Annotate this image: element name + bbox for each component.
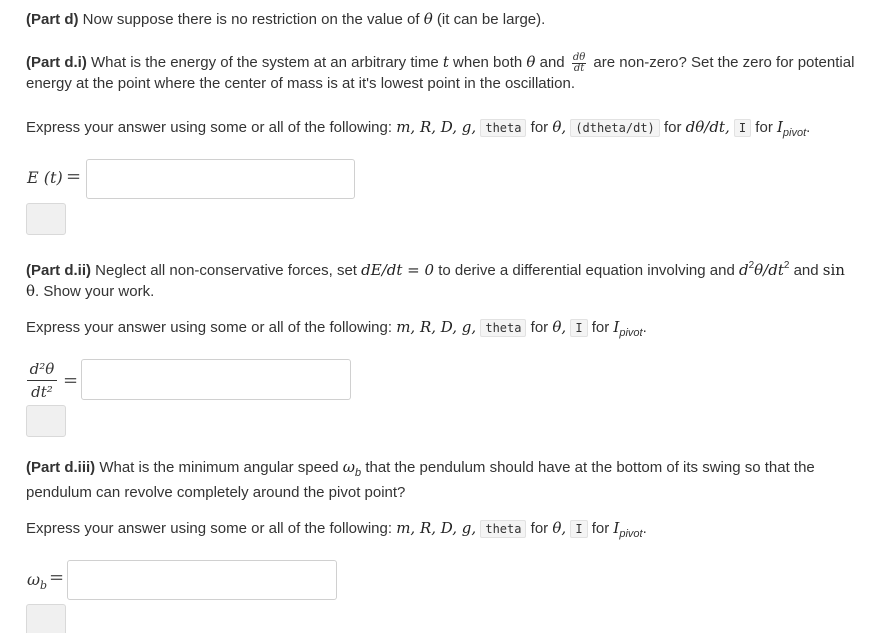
- code-I: I: [570, 520, 587, 538]
- energy-answer-input[interactable]: [86, 159, 355, 199]
- submit-energy-button[interactable]: [26, 203, 66, 235]
- omega-b-lhs: $\omega_b$: [27, 570, 48, 592]
- code-I: I: [570, 319, 587, 337]
- part-dii-express: Express your answer using some or all of the following: m, R, D, g, theta for θ, I for $I_{pivot}$.: [26, 318, 647, 339]
- part-di-express: Express your answer using some or all of the following: m, R, D, g, theta for θ, (dtheta/dt) for dθ/dt, I for $I_{pivot}$.: [26, 118, 811, 139]
- code-theta: theta: [480, 319, 526, 337]
- equals-sign: =: [66, 166, 82, 187]
- omega-answer-input[interactable]: [67, 560, 337, 600]
- part-di-label: (Part d.i): [26, 54, 87, 71]
- code-theta: theta: [480, 520, 526, 538]
- part-d-label: (Part d): [26, 11, 79, 28]
- dtheta-dt-fraction: $\frac{d\theta}{dt}$: [572, 51, 586, 74]
- equals-sign: =: [63, 370, 79, 391]
- submit-d2theta-button[interactable]: [26, 405, 66, 437]
- equals-sign: =: [49, 567, 65, 588]
- energy-lhs: E (t): [27, 168, 63, 187]
- part-diii-question: (Part d.iii) What is the minimum angular speed $\omega_b$ that the pendulum should have at the bottom of its swing so that the pendulum can revolve completely around the pivot point?: [26, 458, 815, 501]
- code-I: I: [734, 119, 751, 137]
- code-theta: theta: [480, 119, 526, 137]
- part-diii-label: (Part d.iii): [26, 459, 96, 476]
- part-dii-label: (Part d.ii): [26, 262, 92, 279]
- d2theta-answer-input[interactable]: [81, 359, 351, 400]
- code-dtheta-dt: (dtheta/dt): [570, 119, 659, 137]
- part-dii-question: (Part d.ii) Neglect all non-conservative forces, set dE/dt = 0 to derive a differential equation involving and $d^2\theta/dt^2$ and sin θ. Show your work.: [26, 260, 845, 300]
- d2theta-dt2-lhs: $\frac{\text{d²θ}}{\text{dt²}}$: [27, 360, 57, 401]
- submit-omega-button[interactable]: [26, 604, 66, 633]
- part-diii-express: Express your answer using some or all of the following: m, R, D, g, theta for θ, I for $I_{pivot}$.: [26, 519, 647, 540]
- part-d-statement: (Part d) Now suppose there is no restriction on the value of θ (it can be large).: [26, 10, 546, 28]
- part-di-question: (Part d.i) What is the energy of the system at an arbitrary time t when both θ and $\frac{d\theta}{dt}$ are non-zero? Set the zero for potential energy at the point where the center of mass is at it's lowest point in the oscillation.: [26, 51, 855, 92]
